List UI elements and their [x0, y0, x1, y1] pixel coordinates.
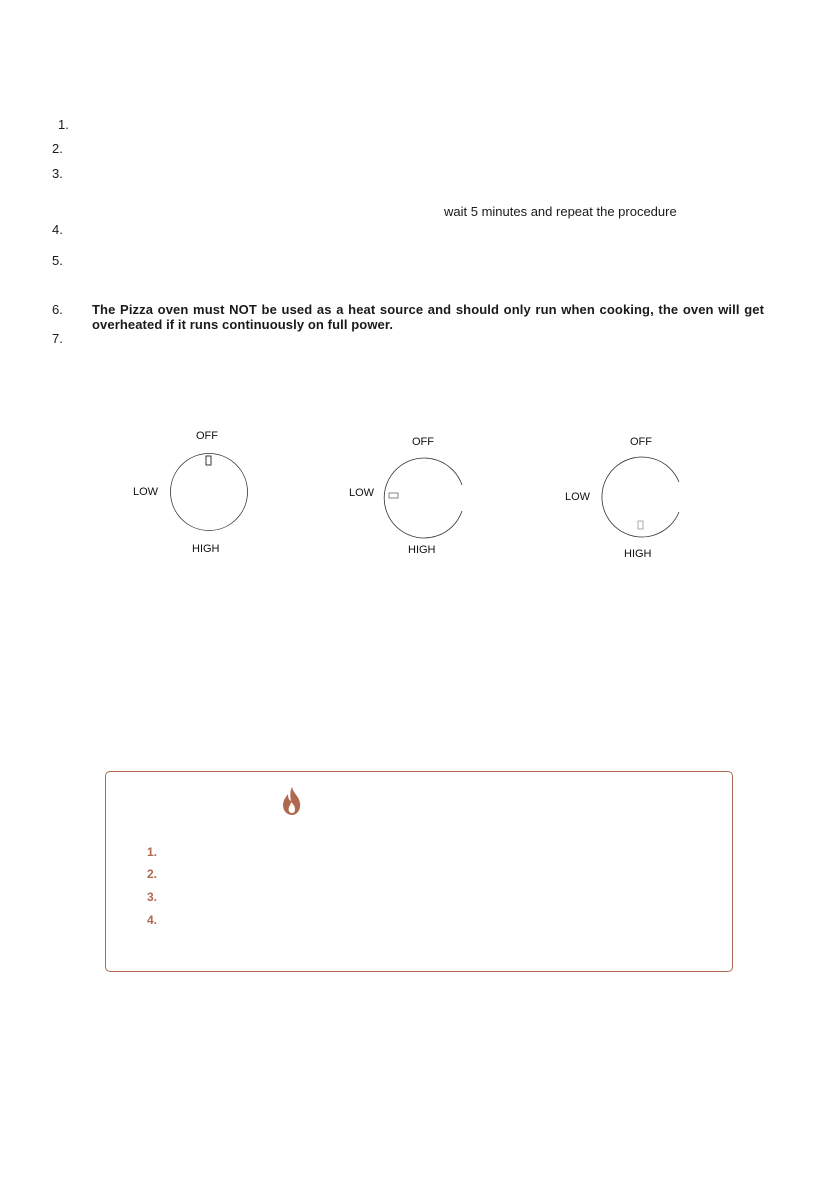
notice-number-2: 2. [147, 867, 158, 881]
dial-3-low-label: LOW [565, 491, 591, 503]
safety-notice-box [105, 771, 733, 972]
dial-1-high-label: HIGH [192, 543, 220, 555]
step-number-1: 1. [58, 117, 69, 132]
step-number-3: 3. [52, 166, 63, 181]
notice-number-4: 4. [147, 913, 158, 927]
step-number-6: 6. [52, 302, 63, 317]
step-number-2: 2. [52, 141, 63, 156]
notice-number-3: 3. [147, 890, 158, 904]
flame-icon [280, 786, 304, 816]
dial-2-low-label: LOW [349, 487, 375, 499]
dial-2-off-label: OFF [412, 436, 434, 448]
step-number-5: 5. [52, 253, 63, 268]
step-number-4: 4. [52, 222, 63, 237]
step-3-fragment: wait 5 minutes and repeat the procedure [444, 204, 677, 219]
dial-3-off-label: OFF [630, 436, 652, 448]
dial-3-high-label: HIGH [624, 548, 652, 560]
dial-1-off-label: OFF [196, 430, 218, 442]
dial-1-low-label: LOW [133, 486, 159, 498]
dial-3-pointer-high [638, 521, 643, 529]
step-number-7: 7. [52, 331, 63, 346]
notice-number-1: 1. [147, 845, 158, 859]
dial-2-high-label: HIGH [408, 544, 436, 556]
overheat-warning: The Pizza oven must NOT be used as a heat source and should only run when cooking, the oven will get overheated if it runs continuously on full power. [92, 302, 764, 332]
